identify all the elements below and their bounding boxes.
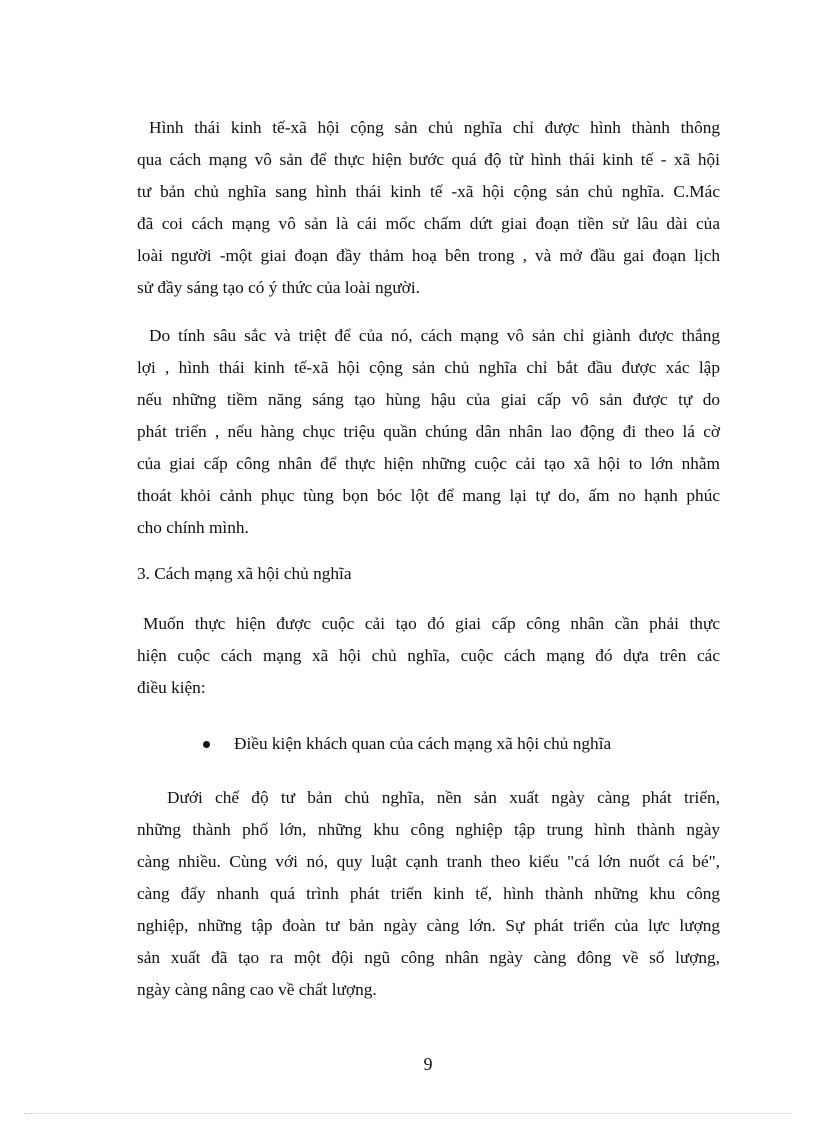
text-line: phát triển , nếu hàng chục triệu quần chúng dân nhân lao động đi theo lá cờ xyxy=(137,422,720,441)
text-line: nếu những tiềm năng sáng tạo hùng hậu của giai cấp vô sản được tự do xyxy=(137,390,720,409)
text-line: đã coi cách mạng vô sản là cái mốc chấm dứt giai đoạn tiền sử lâu dài của xyxy=(137,214,720,233)
bullet-dot-icon xyxy=(203,741,210,748)
text-line: qua cách mạng vô sản để thực hiện bước quá độ từ hình thái kinh tế - xã hội xyxy=(137,150,720,169)
text-line: Muốn thực hiện được cuộc cải tạo đó giai cấp công nhân cần phải thực xyxy=(143,614,720,633)
text-line: hiện cuộc cách mạng xã hội chủ nghĩa, cuộc cách mạng đó dựa trên các xyxy=(137,646,720,665)
paragraph-proletarian-revolution xyxy=(137,320,720,544)
text-line: Dưới chế độ tư bản chủ nghĩa, nền sản xuất ngày càng phát triển, xyxy=(167,788,720,807)
paragraph-objective-conditions xyxy=(137,782,720,1006)
paragraph-socialist-formation xyxy=(137,112,720,304)
text-line: càng nhiều. Cùng với nó, quy luật cạnh tranh theo kiểu "cá lớn nuốt cá bé", xyxy=(137,852,720,871)
text-line: nghiệp, những tập đoàn tư bản ngày càng lớn. Sự phát triển của lực lượng xyxy=(137,916,720,935)
text-line: tư bản chủ nghĩa sang hình thái kinh tế -xã hội cộng sản chủ nghĩa. C.Mác xyxy=(137,182,720,201)
text-line: Do tính sâu sắc và triệt để của nó, cách mạng vô sản chỉ giành được thắng xyxy=(149,326,720,345)
section-heading: 3. Cách mạng xã hội chủ nghĩa xyxy=(137,564,352,583)
bullet-text: Điều kiện khách quan của cách mạng xã hội chủ nghĩa xyxy=(234,734,612,753)
paragraph-conditions-intro xyxy=(137,608,720,704)
text-line: những thành phố lớn, những khu công nghiệp tập trung hình thành ngày xyxy=(137,820,720,839)
text-line: loài người -một giai đoạn đầy thảm hoạ bên trong , và mở đầu gai đoạn lịch xyxy=(137,246,720,265)
page-number: 9 xyxy=(423,1054,433,1074)
page-body xyxy=(137,112,720,1006)
text-line: điều kiện: xyxy=(137,678,206,697)
footer-divider xyxy=(24,1113,792,1114)
text-line: sản xuất đã tạo ra một đội ngũ công nhân ngày càng đông về số lượng, xyxy=(137,948,720,967)
text-line: càng đẩy nhanh quá trình phát triển kinh tế, hình thành những khu công xyxy=(137,884,720,903)
text-line: lợi , hình thái kinh tế-xã hội cộng sản chủ nghĩa chỉ bắt đầu được xác lập xyxy=(137,358,720,377)
text-line: cho chính mình. xyxy=(137,518,249,537)
text-line: của giai cấp công nhân để thực hiện những cuộc cải tạo xã hội to lớn nhằm xyxy=(137,454,720,473)
text-line: sử đầy sáng tạo có ý thức của loài người. xyxy=(137,278,420,297)
bullet-item xyxy=(203,728,720,760)
text-line: thoát khỏi cảnh phục tùng bọn bóc lột để mang lại tự do, ấm no hạnh phúc xyxy=(137,486,720,505)
text-line: Hình thái kinh tế-xã hội cộng sản chủ nghĩa chỉ được hình thành thông xyxy=(149,118,720,137)
text-line: ngày càng nâng cao về chất lượng. xyxy=(137,980,377,999)
